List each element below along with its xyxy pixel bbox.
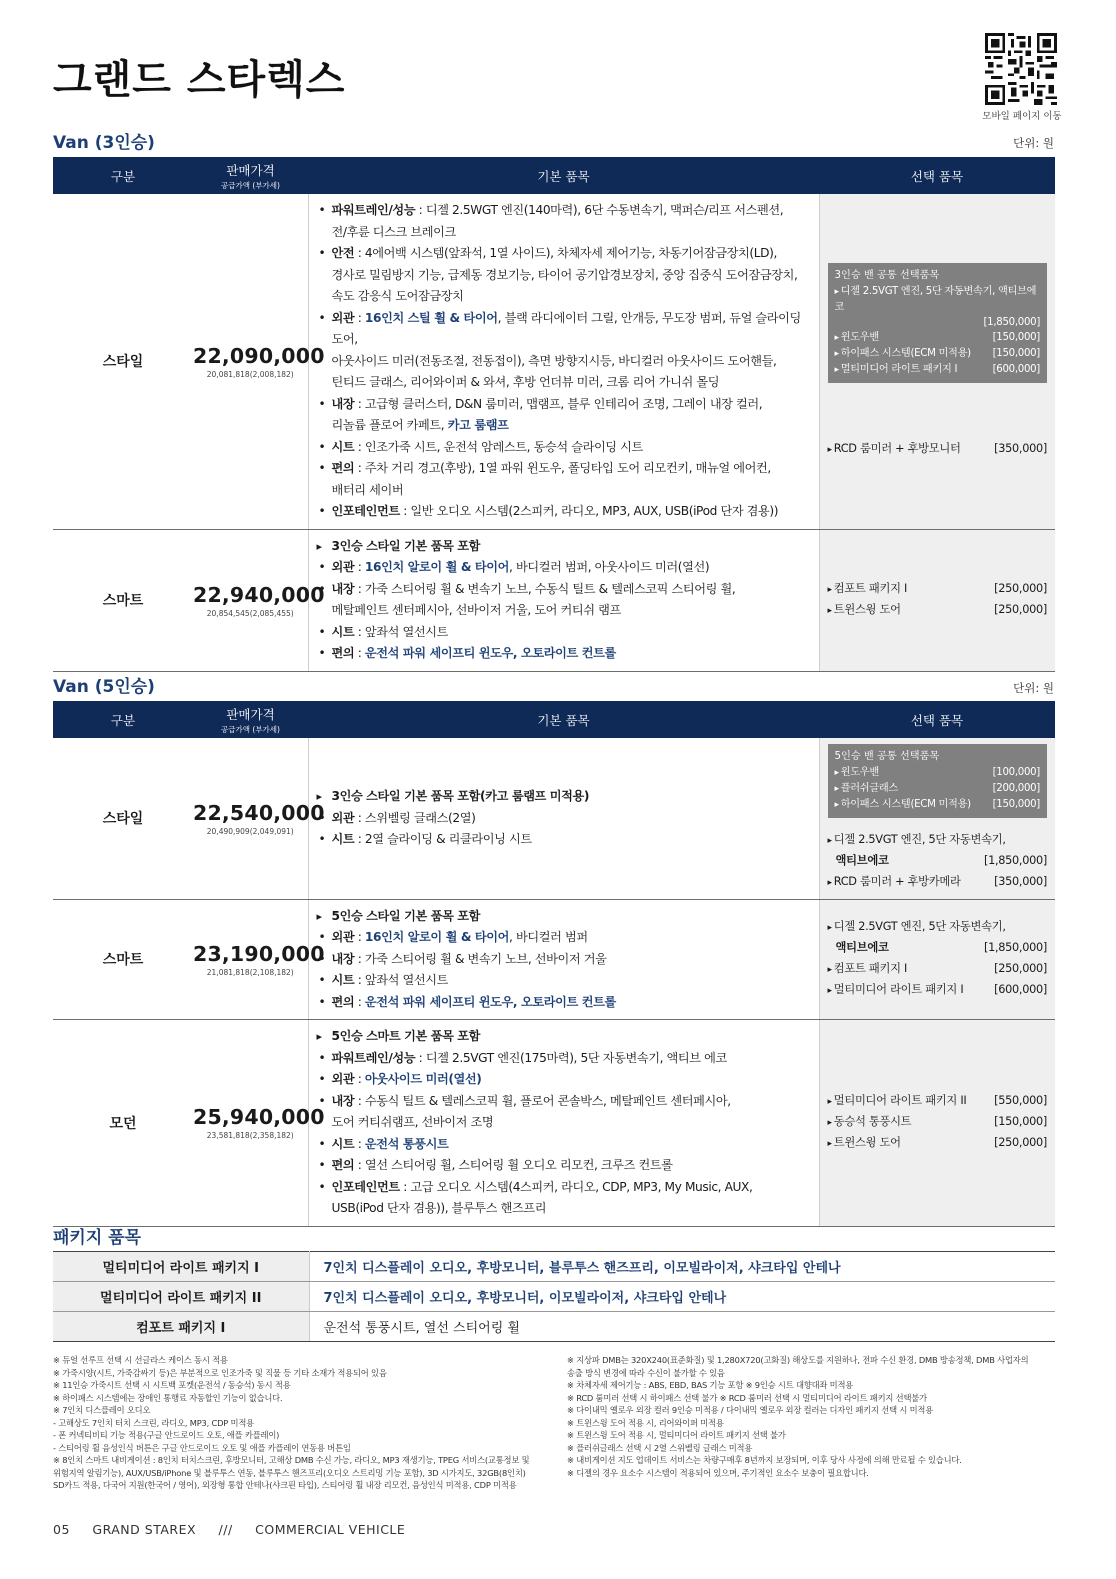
qr-code-icon[interactable] (985, 33, 1057, 105)
package-content: 운전석 통풍시트, 열선 스티어링 휠 (309, 1312, 1055, 1342)
notes-left: ※ 듀얼 선루프 선택 시 선글라스 케이스 동시 적용 ※ 가죽시양(시트, 가죽감싸기 등)은 부분적으로 인조가죽 및 직물 등 기타 소재가 적용되어 있음 ※ 11인승 가죽시트 선택 시 시트백 포켓(운전석 / 동승석) 동시 적용 ※ 하이패스 시스템에는 장애인 통행료 자동할인 기능이 없습니다. ※ 7인치 디스플레이 오디오 - 고해상도 7인치 터치 스크린, 라디오, MP3, CDP 미적용 - 폰 커넥티비티 기능 적용(구글 안드로이드 오토, 애플 카플레이) - 스티어링 휠 음성인식 버튼은 구글 안드로이드 오토 및 애플 카플레이 연동용 버튼임 ※ 8인치 스마트 내비게이션 : 8인치 터치스크린, 후방모니터, 고해상 DMB 수신 가능, 라디오, MP3 재생기능, TPEG 서비스(교통정보 및 위험지역 알림기능), AUX/USB/iPhone 및 블루투스 연동, 블루투스 핸즈프리(오디오 스트리밍 기능 포함), 3D 시가지도, 32GB(8인치) SD카드 적용, 다국어 지원(한국어 / 영어), 외장형 통합 안테나(샤크핀 타입), 스티어링 휠 내장 리모컨, 음성인식 미적용, CDP 미적용 (53, 1355, 530, 1490)
feature-item: • 외관 : 16인치 알로이 휠 & 타이어, 바디컬러 범퍼 (317, 927, 811, 949)
feature-item: • 편의 : 운전석 파워 세이프티 윈도우, 오토라이트 컨트롤 (317, 992, 811, 1014)
package-name: 멀티미디어 라이트 패키지 I (53, 1252, 309, 1282)
table-row (53, 899, 1055, 1020)
trim-name: 모던 (53, 1020, 193, 1227)
footer-category: COMMERCIAL VEHICLE (255, 1522, 406, 1537)
feature-item: ▸ 3인승 스타일 기본 품목 포함 (317, 536, 811, 558)
table-row (53, 738, 1055, 899)
feature-item: • 내장 : 가죽 스티어링 휠 & 변속기 노브, 선바이저 거울 (317, 949, 811, 971)
header-gubun: 구분 (53, 701, 193, 738)
package-name: 컴포트 패키지 I (53, 1312, 309, 1342)
basic-features (308, 1020, 819, 1227)
option-item: 액티브에코 [1,850,000] (835, 941, 1047, 955)
footer-separator: /// (218, 1522, 233, 1537)
feature-item: ▸ 3인승 스타일 기본 품목 포함(카고 룸램프 미적용) (317, 786, 811, 808)
page-number: 05 (53, 1522, 70, 1537)
common-option-box: 3인승 밴 공통 선택품목 ▸ 디젤 2.5VGT 엔진, 5단 자동변속기, 액티브에코 [1,850,000] ▸ 윈도우밴 [150,000] ▸ 하이패스 시스템(ECM 미적용) [150,000] ▸ 멀티미디어 라이트 패키지 I [600,000] (828, 263, 1048, 383)
notes-right: ※ 지상파 DMB는 320X240(표준화질) 및 1,280X720(고화질) 해상도를 지원하나, 전파 수신 환경, DMB 방송정책, DMB 사업자의 송출 방식 변경에 따라 수신이 불가할 수 있음 ※ 차체자세 제어기능 : ABS, EBD, BAS 기능 포함 ※ 9인승 시트 대향대좌 미적용 ※ RCD 룸미러 선택 시 하이패스 선택 불가 ※ RCD 룸미러 선택 시 멀티미디어 라이트 패키지 선택불가 ※ 다이내믹 옐로우 외장 컬러 9인승 미적용 / 다이내믹 옐로우 외장 컬러는 디자인 패키지 선택 시 미적용 ※ 트윈스윙 도어 적용 시, 리어와이퍼 미적용 ※ 트윈스윙 도어 적용 시, 멀티미디어 라이트 패키지 선택 불가 ※ 플러쉬글래스 선택 시 2열 스위벨링 글래스 미적용 ※ 내비게이션 지도 업데이트 서비스는 차량구매후 8년까지 보장되며, 이후 당사 사정에 의해 만료될 수 있습니다. ※ 디젤의 경우 요소수 시스템이 적용되어 있으며, 주기적인 요소수 보충이 필요합니다. (567, 1355, 1029, 1478)
option-item: ▸ RCD 룸미러 + 후방모니터 [350,000] (828, 439, 1048, 460)
feature-item: • 편의 : 주차 거리 경고(후방), 1열 파워 윈도우, 폴딩타입 도어 리모컨키, 매뉴얼 에어컨, 배터리 세이버 (317, 458, 811, 501)
trim-price: 25,940,000 23,581,818(2,358,182) (193, 1020, 308, 1227)
table-row (53, 1282, 1055, 1312)
feature-item: • 인포테인먼트 : 일반 오디오 시스템(2스피커, 라디오, MP3, AUX, USB(iPod 단자 겸용)) (317, 501, 811, 523)
feature-item: • 내장 : 수동식 틸트 & 텔레스코픽 휠, 플로어 콘솔박스, 메탈페인트 센터페시아, 도어 커티쉬램프, 선바이저 조명 (317, 1091, 811, 1134)
option-item: ▸ 트윈스윙 도어 [250,000] (828, 1133, 1048, 1154)
footer (53, 1522, 423, 1537)
option-cell (819, 529, 1055, 671)
option-item: ▸ 디젤 2.5VGT 엔진, 5단 자동변속기, (828, 830, 1048, 851)
feature-item: • 외관 : 16인치 알로이 휠 & 타이어, 바디컬러 범퍼, 아웃사이드 미러(열선) (317, 557, 811, 579)
spec-table-van5 (53, 701, 1055, 1227)
unit-label-van5: 단위: 원 (1013, 681, 1054, 695)
option-item: 액티브에코 [1,850,000] (835, 853, 1047, 867)
package-title: 패키지 품목 (53, 1228, 142, 1248)
feature-item: • 파워트레인/성능 : 디젤 2.5WGT 엔진(140마력), 6단 수동변속기, 맥퍼슨/리프 서스펜션, 전/후륜 디스크 브레이크 (317, 200, 811, 243)
feature-item: • 안전 : 4에어백 시스템(앞좌석, 1열 사이드), 차체자세 제어기능, 차동기어잠금장치(LD), 경사로 밀림방지 기능, 급제동 경보기능, 타이어 공기압경보장치, 중앙 집중식 도어잠금장치, 속도 감응식 도어잠금장치 (317, 243, 811, 308)
page-title: 그랜드 스타렉스 (53, 57, 346, 103)
feature-item: • 내장 : 가죽 스티어링 휠 & 변속기 노브, 수동식 틸트 & 텔레스코픽 스티어링 휠, 메탈페인트 센터페시아, 선바이저 거울, 도어 커티쉬 램프 (317, 579, 811, 622)
header-basic: 기본 품목 (308, 157, 819, 194)
feature-item: • 파워트레인/성능 : 디젤 2.5VGT 엔진(175마력), 5단 자동변속기, 액티브 에코 (317, 1048, 811, 1070)
option-item: ▸ 윈도우밴 [100,000] (835, 765, 1041, 781)
qr-label: 모바일 페이지 이동 (982, 111, 1062, 122)
feature-item: • 인포테인먼트 : 고급 오디오 시스템(4스피커, 라디오, CDP, MP3, My Music, AUX, USB(iPod 단자 겸용)), 블루투스 핸즈프리 (317, 1177, 811, 1220)
option-item: ▸ 하이패스 시스템(ECM 미적용) [150,000] (835, 797, 1041, 813)
trim-price: 23,190,000 21,081,818(2,108,182) (193, 899, 308, 1020)
option-cell (819, 738, 1055, 899)
option-item: ▸ 윈도우밴 [150,000] (835, 330, 1041, 346)
feature-item: • 시트 : 2열 슬라이딩 & 리클라이닝 시트 (317, 829, 811, 851)
option-item: ▸ 동승석 통풍시트 [150,000] (828, 1112, 1048, 1133)
header-price: 판매가격 공급가액 (부가세) (193, 157, 308, 194)
basic-features (308, 899, 819, 1020)
feature-item: ▸ 5인승 스타일 기본 품목 포함 (317, 906, 811, 928)
feature-item: • 외관 : 16인치 스틸 휠 & 타이어, 블랙 라디에이터 그릴, 안개등, 무도장 범퍼, 듀얼 슬라이딩 도어, 아웃사이드 미러(전동조절, 전동접이), 측면 방향지시등, 바디컬러 아웃사이드 도어핸들, 틴티드 글래스, 리어와이퍼 & 와셔, 후방 언더뷰 미러, 크롬 리어 가니쉬 몰딩 (317, 308, 811, 394)
header-basic: 기본 품목 (308, 701, 819, 738)
feature-item: ▸ 5인승 스마트 기본 품목 포함 (317, 1026, 811, 1048)
trim-name: 스타일 (53, 738, 193, 899)
option-item: ▸ RCD 룸미러 + 후방카메라 [350,000] (828, 872, 1048, 893)
option-cell (819, 194, 1055, 529)
option-item: ▸ 디젤 2.5VGT 엔진, 5단 자동변속기, 액티브에코 (835, 284, 1041, 315)
table-row (53, 1252, 1055, 1282)
option-item: [1,850,000] (983, 316, 1040, 328)
feature-item: • 편의 : 열선 스티어링 휠, 스티어링 휠 오디오 리모컨, 크루즈 컨트롤 (317, 1155, 811, 1177)
basic-features (308, 194, 819, 529)
trim-name: 스마트 (53, 899, 193, 1020)
feature-item: • 시트 : 인조가죽 시트, 운전석 암레스트, 동승석 슬라이딩 시트 (317, 437, 811, 459)
header-option: 선택 품목 (819, 157, 1055, 194)
option-item: ▸ 컴포트 패키지 I [250,000] (828, 959, 1048, 980)
option-item: ▸ 디젤 2.5VGT 엔진, 5단 자동변속기, (828, 917, 1048, 938)
table-row (53, 194, 1055, 529)
option-item: ▸ 플러쉬글래스 [200,000] (835, 781, 1041, 797)
feature-item: • 내장 : 고급형 클러스터, D&N 룸미러, 맵램프, 블루 인테리어 조명, 그레이 내장 컬러, 리놀륨 플로어 카페트, 카고 룸램프 (317, 394, 811, 437)
option-item: ▸ 하이패스 시스템(ECM 미적용) [150,000] (835, 346, 1041, 362)
option-item: ▸ 컴포트 패키지 I [250,000] (828, 579, 1048, 600)
package-content: 7인치 디스플레이 오디오, 후방모니터, 이모빌라이저, 샤크타입 안테나 (309, 1282, 1055, 1312)
option-item: ▸ 트윈스윙 도어 [250,000] (828, 600, 1048, 621)
feature-item: • 편의 : 운전석 파워 세이프티 윈도우, 오토라이트 컨트롤 (317, 643, 811, 665)
feature-item: • 외관 : 스위벨링 글래스(2열) (317, 808, 811, 830)
basic-features (308, 529, 819, 671)
option-cell (819, 1020, 1055, 1227)
footer-model: GRAND STAREX (92, 1522, 197, 1537)
package-table (53, 1251, 1055, 1342)
trim-name: 스타일 (53, 194, 193, 529)
feature-item: • 시트 : 앞좌석 열선시트 (317, 622, 811, 644)
trim-price: 22,540,000 20,490,909(2,049,091) (193, 738, 308, 899)
header-option: 선택 품목 (819, 701, 1055, 738)
header-price: 판매가격 공급가액 (부가세) (193, 701, 308, 738)
table-row (53, 1020, 1055, 1227)
feature-item: • 시트 : 운전석 통풍시트 (317, 1134, 811, 1156)
section-title-van3: Van (3인승) (53, 133, 155, 153)
feature-item: • 외관 : 아웃사이드 미러(열선) (317, 1069, 811, 1091)
spec-table-van3 (53, 157, 1055, 672)
basic-features (308, 738, 819, 899)
trim-price: 22,090,000 20,081,818(2,008,182) (193, 194, 308, 529)
option-cell (819, 899, 1055, 1020)
package-content: 7인치 디스플레이 오디오, 후방모니터, 블루투스 핸즈프리, 이모빌라이저, 샤크타입 안테나 (309, 1252, 1055, 1282)
trim-price: 22,940,000 20,854,545(2,085,455) (193, 529, 308, 671)
section-title-van5: Van (5인승) (53, 677, 155, 697)
table-row (53, 529, 1055, 671)
package-name: 멀티미디어 라이트 패키지 II (53, 1282, 309, 1312)
header-gubun: 구분 (53, 157, 193, 194)
table-row (53, 1312, 1055, 1342)
unit-label-van3: 단위: 원 (1013, 136, 1054, 150)
option-item: ▸ 멀티미디어 라이트 패키지 I [600,000] (828, 980, 1048, 1001)
option-item: ▸ 멀티미디어 라이트 패키지 I [600,000] (835, 362, 1041, 378)
feature-item: • 시트 : 앞좌석 열선시트 (317, 970, 811, 992)
trim-name: 스마트 (53, 529, 193, 671)
option-item: ▸ 멀티미디어 라이트 패키지 II [550,000] (828, 1091, 1048, 1112)
common-option-box: 5인승 밴 공통 선택품목 ▸ 윈도우밴 [100,000] ▸ 플러쉬글래스 [200,000] ▸ 하이패스 시스템(ECM 미적용) [150,000] (828, 744, 1048, 818)
